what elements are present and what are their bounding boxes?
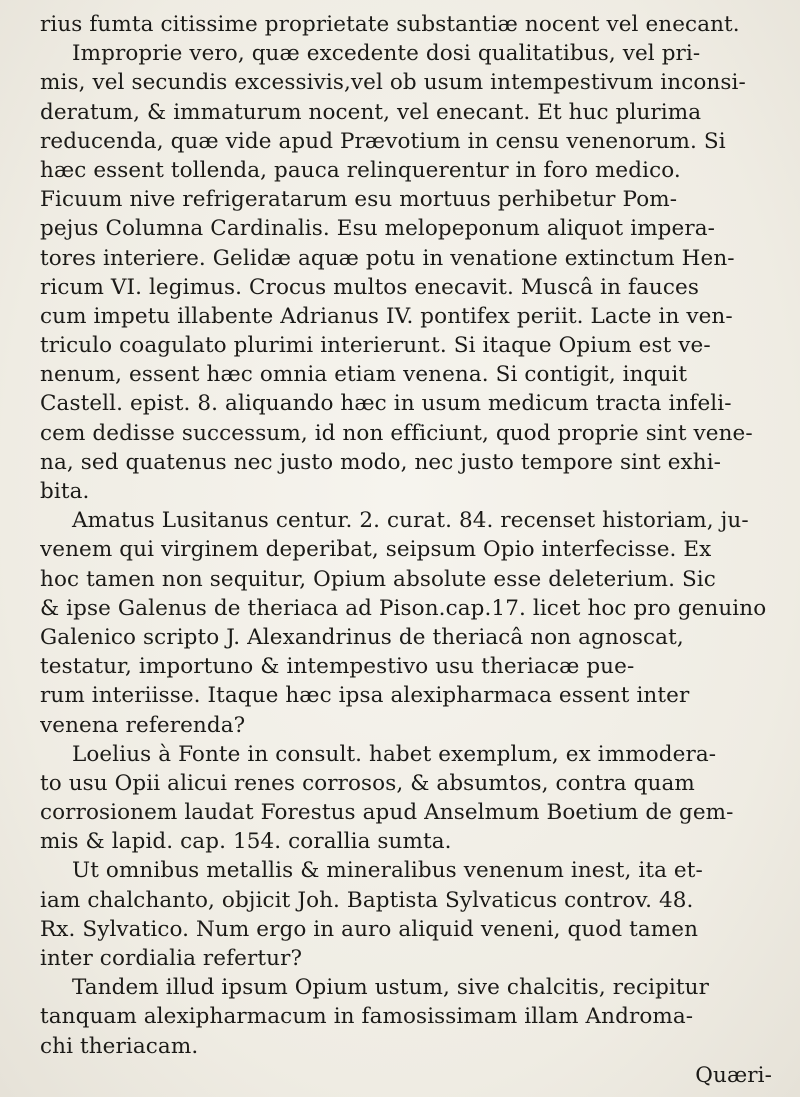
text-line: cem dedisse successum, id non efficiunt, quod proprie sint vene- bbox=[40, 420, 753, 446]
text-line: Ut omnibus metallis & mineralibus venenum inest, ita et- bbox=[72, 858, 703, 884]
text-line: chi theriacam. bbox=[40, 1033, 199, 1059]
text-line: pejus Columna Cardinalis. Esu melopeponum aliquot impera- bbox=[40, 216, 716, 242]
text-line: Tandem illud ipsum Opium ustum, sive chalcitis, recipitur bbox=[72, 975, 709, 1001]
text-line: cum impetu illabente Adrianus IV. pontifex periit. Lacte in ven- bbox=[40, 303, 733, 329]
text-line: Rx. Sylvatico. Num ergo in auro aliquid veneni, quod tamen bbox=[40, 916, 699, 942]
text-line: rum interiisse. Itaque hæc ipsa alexipharmaca essent inter bbox=[40, 683, 690, 709]
text-line: ricum VI. legimus. Crocus multos enecavit. Muscâ in fauces bbox=[40, 274, 699, 300]
text-line: reducenda, quæ vide apud Prævotium in censu venenorum. Si bbox=[40, 128, 726, 154]
text-line: iam chalchanto, objicit Joh. Baptista Sylvaticus controv. 48. bbox=[40, 887, 694, 913]
text-line: tanquam alexipharmacum in famosissimam illam Androma- bbox=[40, 1004, 694, 1030]
text-line: inter cordialia refertur? bbox=[40, 946, 303, 971]
text-line: Galenico scripto J. Alexandrinus de theriacâ non agnoscat, bbox=[40, 624, 684, 650]
text-line: hæc essent tollenda, pauca relinquerentur in foro medico. bbox=[40, 157, 681, 183]
text-line: corrosionem laudat Forestus apud Anselmum Boetium de gem- bbox=[40, 800, 734, 826]
text-line: Castell. epist. 8. aliquando hæc in usum medicum tracta infeli- bbox=[40, 391, 732, 417]
text-line: venena referenda? bbox=[40, 712, 246, 738]
text-line: hoc tamen non sequitur, Opium absolute esse deleterium. Sic bbox=[40, 566, 716, 592]
text-line: Loelius à Fonte in consult. habet exemplum, ex immodera- bbox=[72, 741, 717, 767]
text-line: Ficuum nive refrigeratarum esu mortuus perhibetur Pom- bbox=[40, 187, 678, 213]
text-line: tores interiere. Gelidæ aquæ potu in venatione extinctum Hen- bbox=[40, 245, 735, 271]
text-line: venem qui virginem deperibat, seipsum Opio interfecisse. Ex bbox=[40, 537, 712, 563]
text-line: testatur, importuno & intempestivo usu theriacæ pue- bbox=[40, 654, 635, 680]
text-line: Improprie vero, quæ excedente dosi qualitatibus, vel pri- bbox=[72, 41, 701, 67]
text-line: Amatus Lusitanus centur. 2. curat. 84. recenset historiam, ju- bbox=[72, 508, 749, 534]
text-line: nenum, essent hæc omnia etiam venena. Si contigit, inquit bbox=[40, 362, 688, 388]
page-text bbox=[40, 10, 780, 1090]
text-line: & ipse Galenus de theriaca ad Pison.cap.17. licet hoc pro genuino bbox=[40, 595, 767, 621]
catchword: Quæri- bbox=[695, 1062, 772, 1088]
text-line: mis & lapid. cap. 154. corallia sumta. bbox=[40, 829, 452, 855]
text-line: rius fumta citissime proprietate substantiæ nocent vel enecant. bbox=[40, 12, 740, 37]
text-line: mis, vel secundis excessivis,vel ob usum intempestivum inconsi- bbox=[40, 70, 746, 96]
text-line: triculo coagulato plurimi interierunt. Si itaque Opium est ve- bbox=[40, 333, 711, 359]
text-line: na, sed quatenus nec justo modo, nec justo tempore sint exhi- bbox=[40, 449, 722, 475]
text-line: bita. bbox=[40, 479, 90, 504]
text-line: to usu Opii alicui renes corrosos, & absumtos, contra quam bbox=[40, 770, 695, 796]
text-line: deratum, & immaturum nocent, vel enecant. Et huc plurima bbox=[40, 99, 702, 125]
